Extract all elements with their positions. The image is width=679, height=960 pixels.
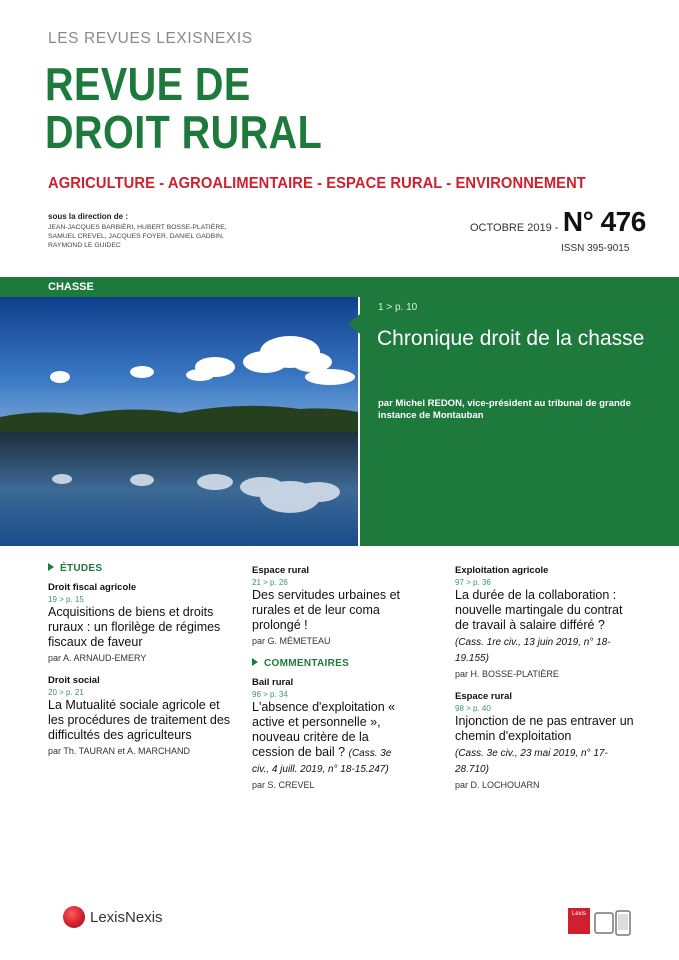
article-ref: 98 > p. 40: [455, 704, 491, 713]
journal-title: [45, 60, 322, 156]
direction-names-line: JEAN-JACQUES BARBIÈRI, HUBERT BOSSE-PLATIÈRE,: [48, 224, 227, 231]
article-ref: 21 > p. 26: [252, 578, 288, 587]
journal-subtitle: AGRICULTURE - AGROALIMENTAIRE - ESPACE RURAL - ENVIRONNEMENT: [48, 175, 586, 192]
feature-author: par Michel REDON, vice-président au tribunal de grande instance de Montauban: [378, 398, 631, 421]
triangle-icon: [252, 658, 258, 666]
article-rubric: Espace rural: [252, 565, 310, 576]
column-right: [455, 563, 635, 802]
column-left: [48, 563, 233, 768]
issue-month: OCTOBRE 2019 -: [470, 222, 559, 234]
article-author: par Th. TAURAN et A. MARCHAND: [48, 746, 191, 756]
article-author: par G. MÉMETEAU: [252, 636, 331, 646]
article-citation: (Cass. 1re civ., 13 juin 2019, n° 18-19.155): [455, 637, 611, 664]
title-line-1: REVUE DE: [45, 58, 251, 110]
article-rubric: Droit fiscal agricole: [48, 582, 137, 593]
lake-photo: [0, 297, 358, 546]
article-title[interactable]: La Mutualité sociale agricole et les procédures de traitement des difficultés des agriculteurs: [48, 698, 231, 742]
brand-name: LexisNexis: [90, 909, 163, 926]
article-rubric: Espace rural: [455, 691, 513, 702]
title-line-2: DROIT RURAL: [45, 106, 323, 158]
section-heading-etudes: ÉTUDES: [48, 563, 233, 574]
article-title[interactable]: Acquisitions de biens et droits ruraux : un florilège de régimes fiscaux de faveur: [48, 605, 221, 649]
column-middle: [252, 563, 402, 802]
feature-ref: 1 > p. 10: [378, 302, 418, 313]
direction-label: sous la direction de :: [48, 212, 129, 221]
article-citation: (Cass. 3e civ., 4 juill. 2019, n° 18-15.247): [252, 748, 392, 775]
direction-names-line: RAYMOND LE GUIDEC: [48, 242, 121, 249]
section-label: CHASSE: [48, 281, 94, 293]
section-heading-commentaires: COMMENTAIRES: [252, 658, 402, 669]
article-author: par H. BOSSE-PLATIÈRE: [455, 669, 559, 679]
article-title[interactable]: L'absence d'exploitation « active et personnelle », nouveau critère de la cession de bail ? (Cass. 3e civ., 4 juill. 2019, n° 18-15.247): [252, 700, 396, 775]
lexis-badge: Lexis: [568, 908, 590, 934]
globe-icon: [63, 906, 85, 928]
article-author: par S. CREVEL: [252, 780, 315, 790]
triangle-icon: [48, 563, 54, 571]
devices-icon: [594, 910, 634, 936]
article-author: par D. LOCHOUARN: [455, 780, 540, 790]
panel-notch: [348, 314, 360, 334]
article-title[interactable]: Des servitudes urbaines et rurales et de leur coma prolongé !: [252, 588, 400, 632]
series-name: LES REVUES LEXISNEXIS: [48, 30, 253, 47]
article-ref: 96 > p. 34: [252, 690, 288, 699]
article-rubric: Bail rural: [252, 677, 294, 688]
article-title[interactable]: La durée de la collaboration : nouvelle martingale du contrat de travail à salaire différé ?: [455, 588, 623, 632]
feature-title[interactable]: Chronique droit de la chasse: [377, 327, 645, 350]
article-rubric: Droit social: [48, 675, 100, 686]
article-author: par A. ARNAUD-EMERY: [48, 653, 147, 663]
direction-names: [48, 223, 227, 250]
article-ref: 97 > p. 36: [455, 578, 491, 587]
article-ref: 19 > p. 15: [48, 595, 84, 604]
article-ref: 20 > p. 21: [48, 688, 84, 697]
direction-names-line: SAMUEL CREVEL, JACQUES FOYER, DANIEL GADBIN,: [48, 233, 224, 240]
issn: ISSN 395-9015: [561, 243, 630, 254]
article-title[interactable]: Injonction de ne pas entraver un chemin d'exploitation: [455, 714, 634, 743]
article-citation: (Cass. 3e civ., 23 mai 2019, n° 17-28.710): [455, 748, 608, 775]
issue-number: N° 476: [562, 206, 646, 237]
issue-info: [470, 206, 646, 238]
article-rubric: Exploitation agricole: [455, 565, 549, 576]
